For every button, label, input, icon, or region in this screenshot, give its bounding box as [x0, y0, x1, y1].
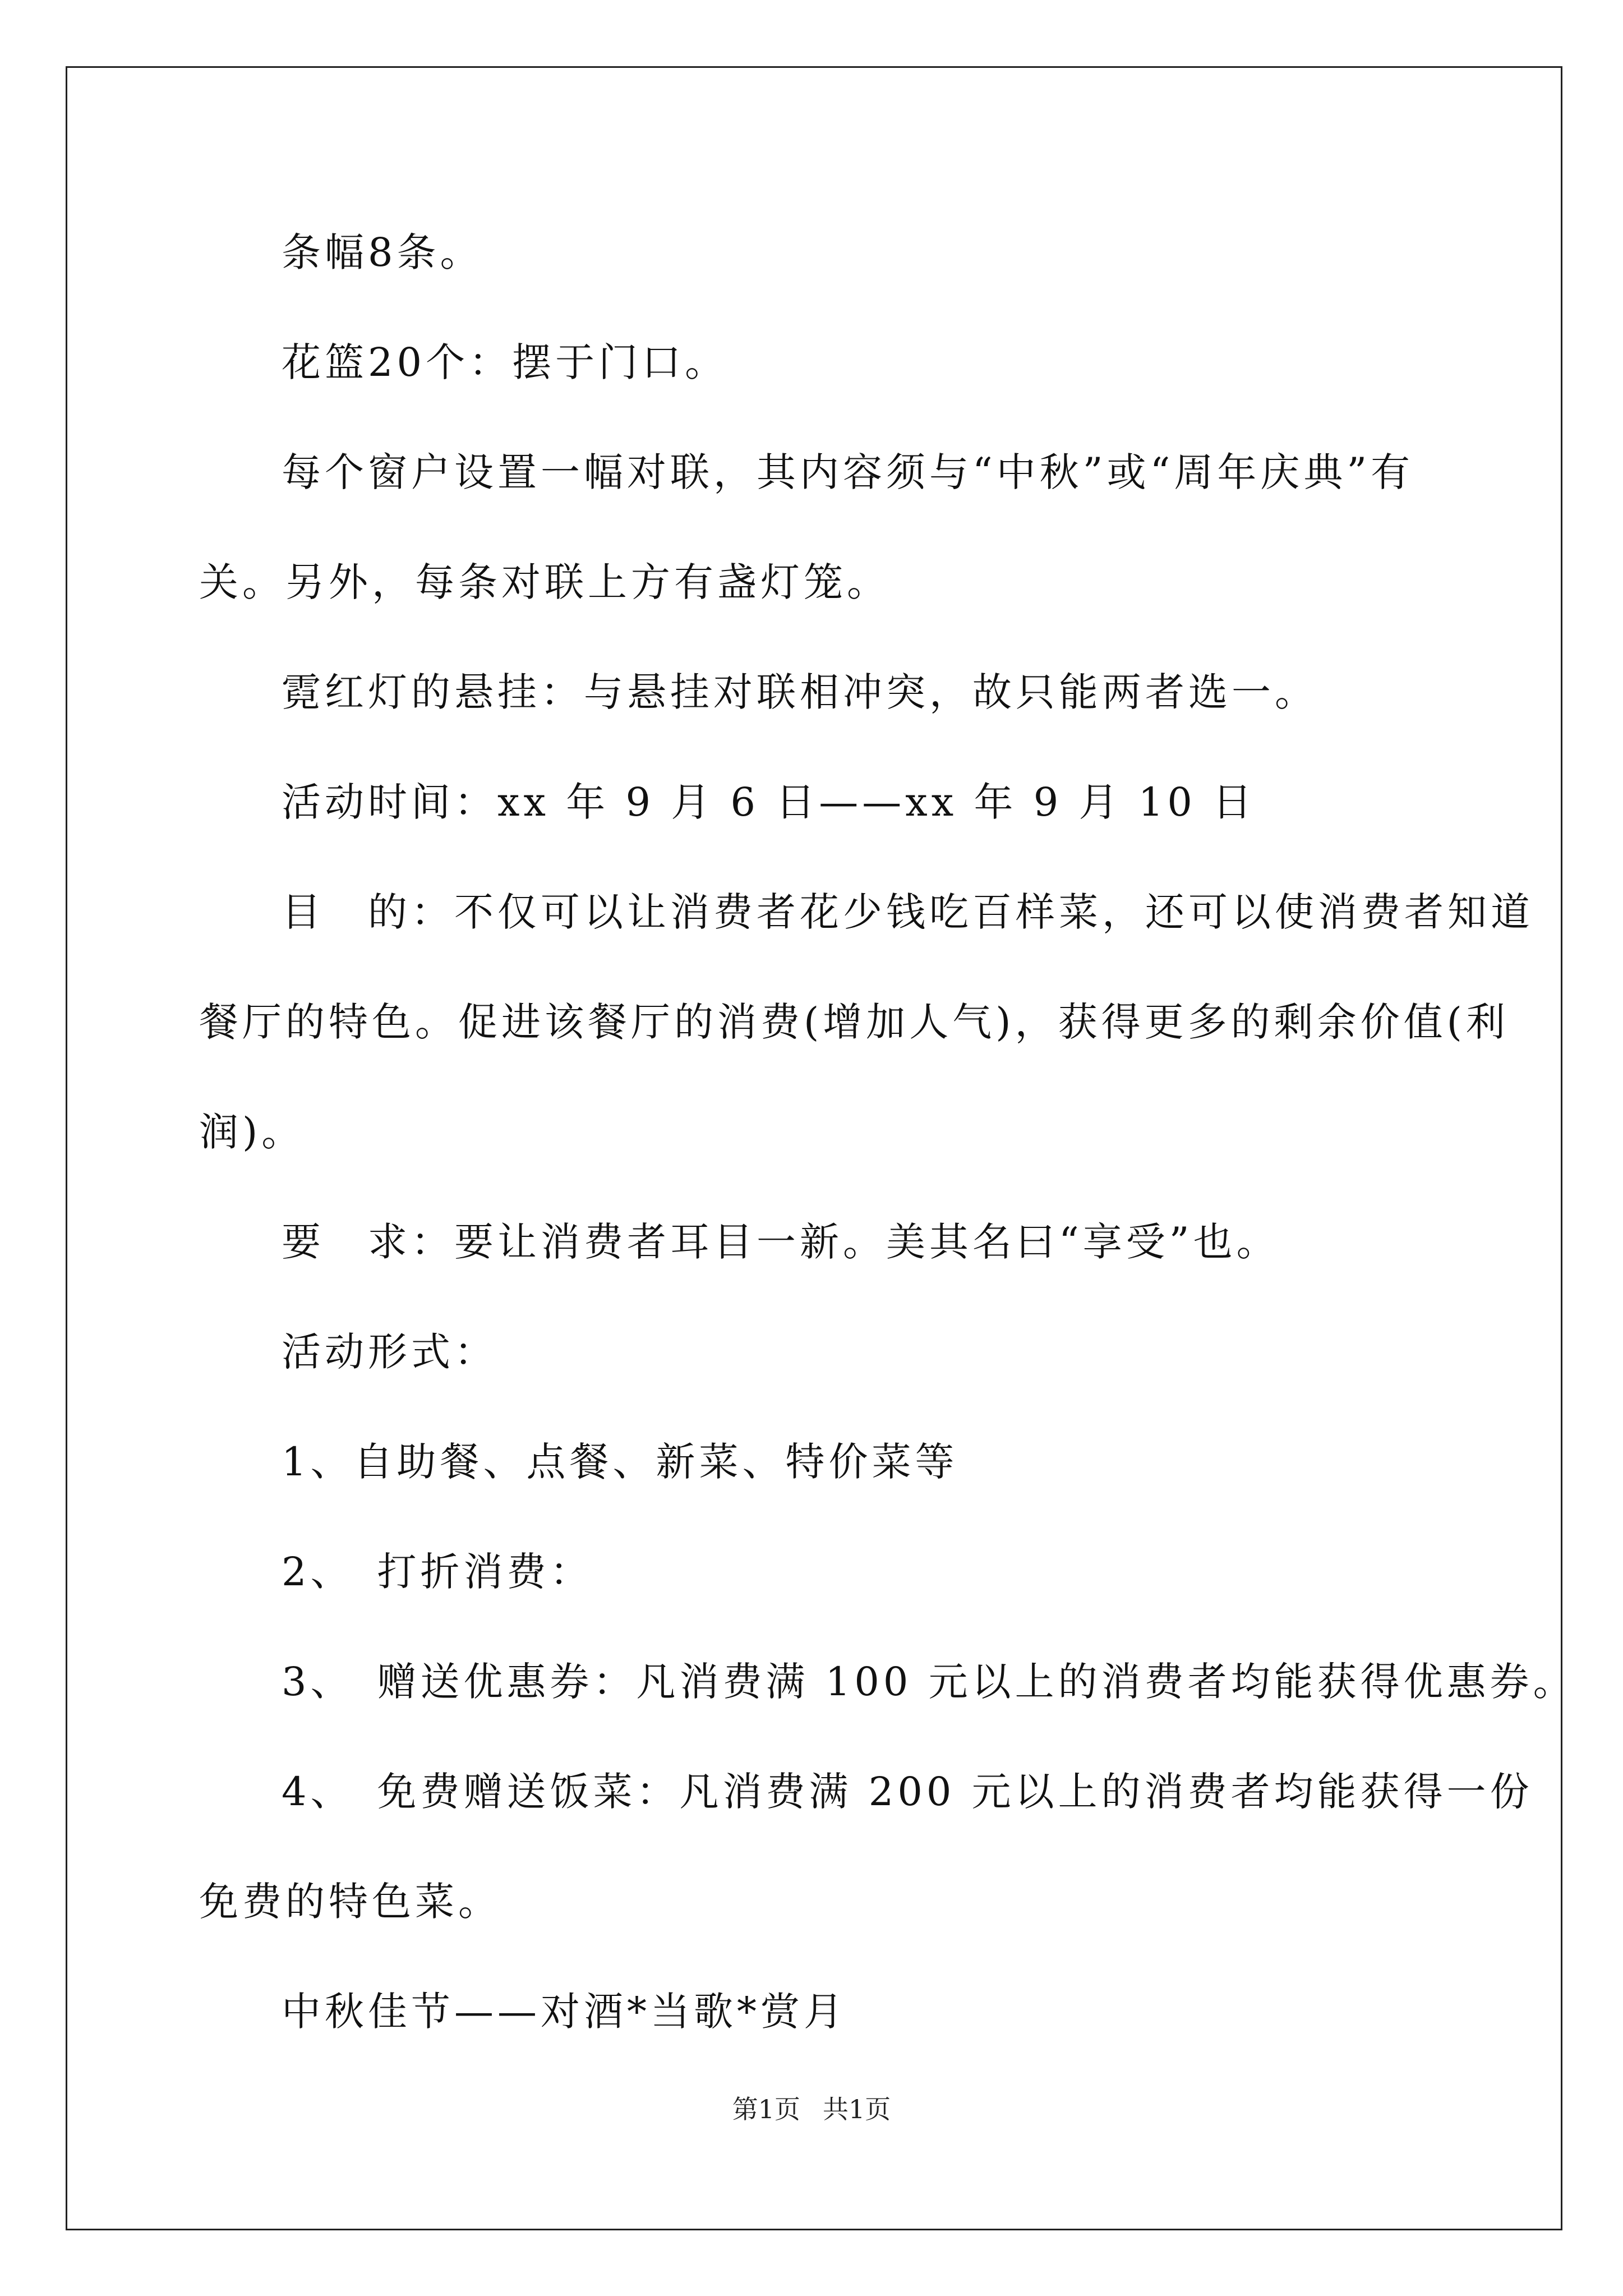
- paragraph-line: 花篮20个：摆于门口。: [282, 339, 728, 385]
- list-item: 1、自助餐、点餐、新菜、特价菜等: [282, 1439, 958, 1485]
- page-number: 第1页: [732, 2094, 800, 2124]
- paragraph-line: 润)。: [199, 1109, 305, 1155]
- section-heading: 中秋佳节——对酒*当歌*赏月: [282, 1989, 847, 2035]
- paragraph-line: 免费的特色菜。: [199, 1879, 501, 1925]
- paragraph-line: 每个窗户设置一幅对联，其内容须与“中秋”或“周年庆典”有: [282, 449, 1414, 495]
- list-item: 3、 赠送优惠券：凡消费满 100 元以上的消费者均能获得优惠券。: [282, 1659, 1576, 1705]
- list-item: 4、 免费赠送饭菜：凡消费满 200 元以上的消费者均能获得一份: [282, 1769, 1533, 1815]
- paragraph-line: 活动时间：xx 年 9 月 6 日——xx 年 9 月 10 日: [282, 779, 1256, 825]
- paragraph-line: 目 的：不仅可以让消费者花少钱吃百样菜，还可以使消费者知道: [282, 889, 1534, 935]
- paragraph-line: 关。另外，每条对联上方有盏灯笼。: [199, 559, 890, 605]
- paragraph-line: 条幅8条。: [282, 229, 483, 275]
- paragraph-line: 霓红灯的悬挂：与悬挂对联相冲突，故只能两者选一。: [282, 669, 1318, 715]
- paragraph-line: 餐厅的特色。促进该餐厅的消费(增加人气)，获得更多的剩余价值(利: [199, 999, 1509, 1045]
- paragraph-line: 活动形式：: [282, 1329, 497, 1375]
- page-total: 共1页: [823, 2094, 891, 2124]
- list-item: 2、 打折消费：: [282, 1549, 593, 1595]
- page-footer: [0, 2092, 1623, 2126]
- paragraph-line: 要 求：要让消费者耳目一新。美其名曰“享受”也。: [282, 1219, 1280, 1265]
